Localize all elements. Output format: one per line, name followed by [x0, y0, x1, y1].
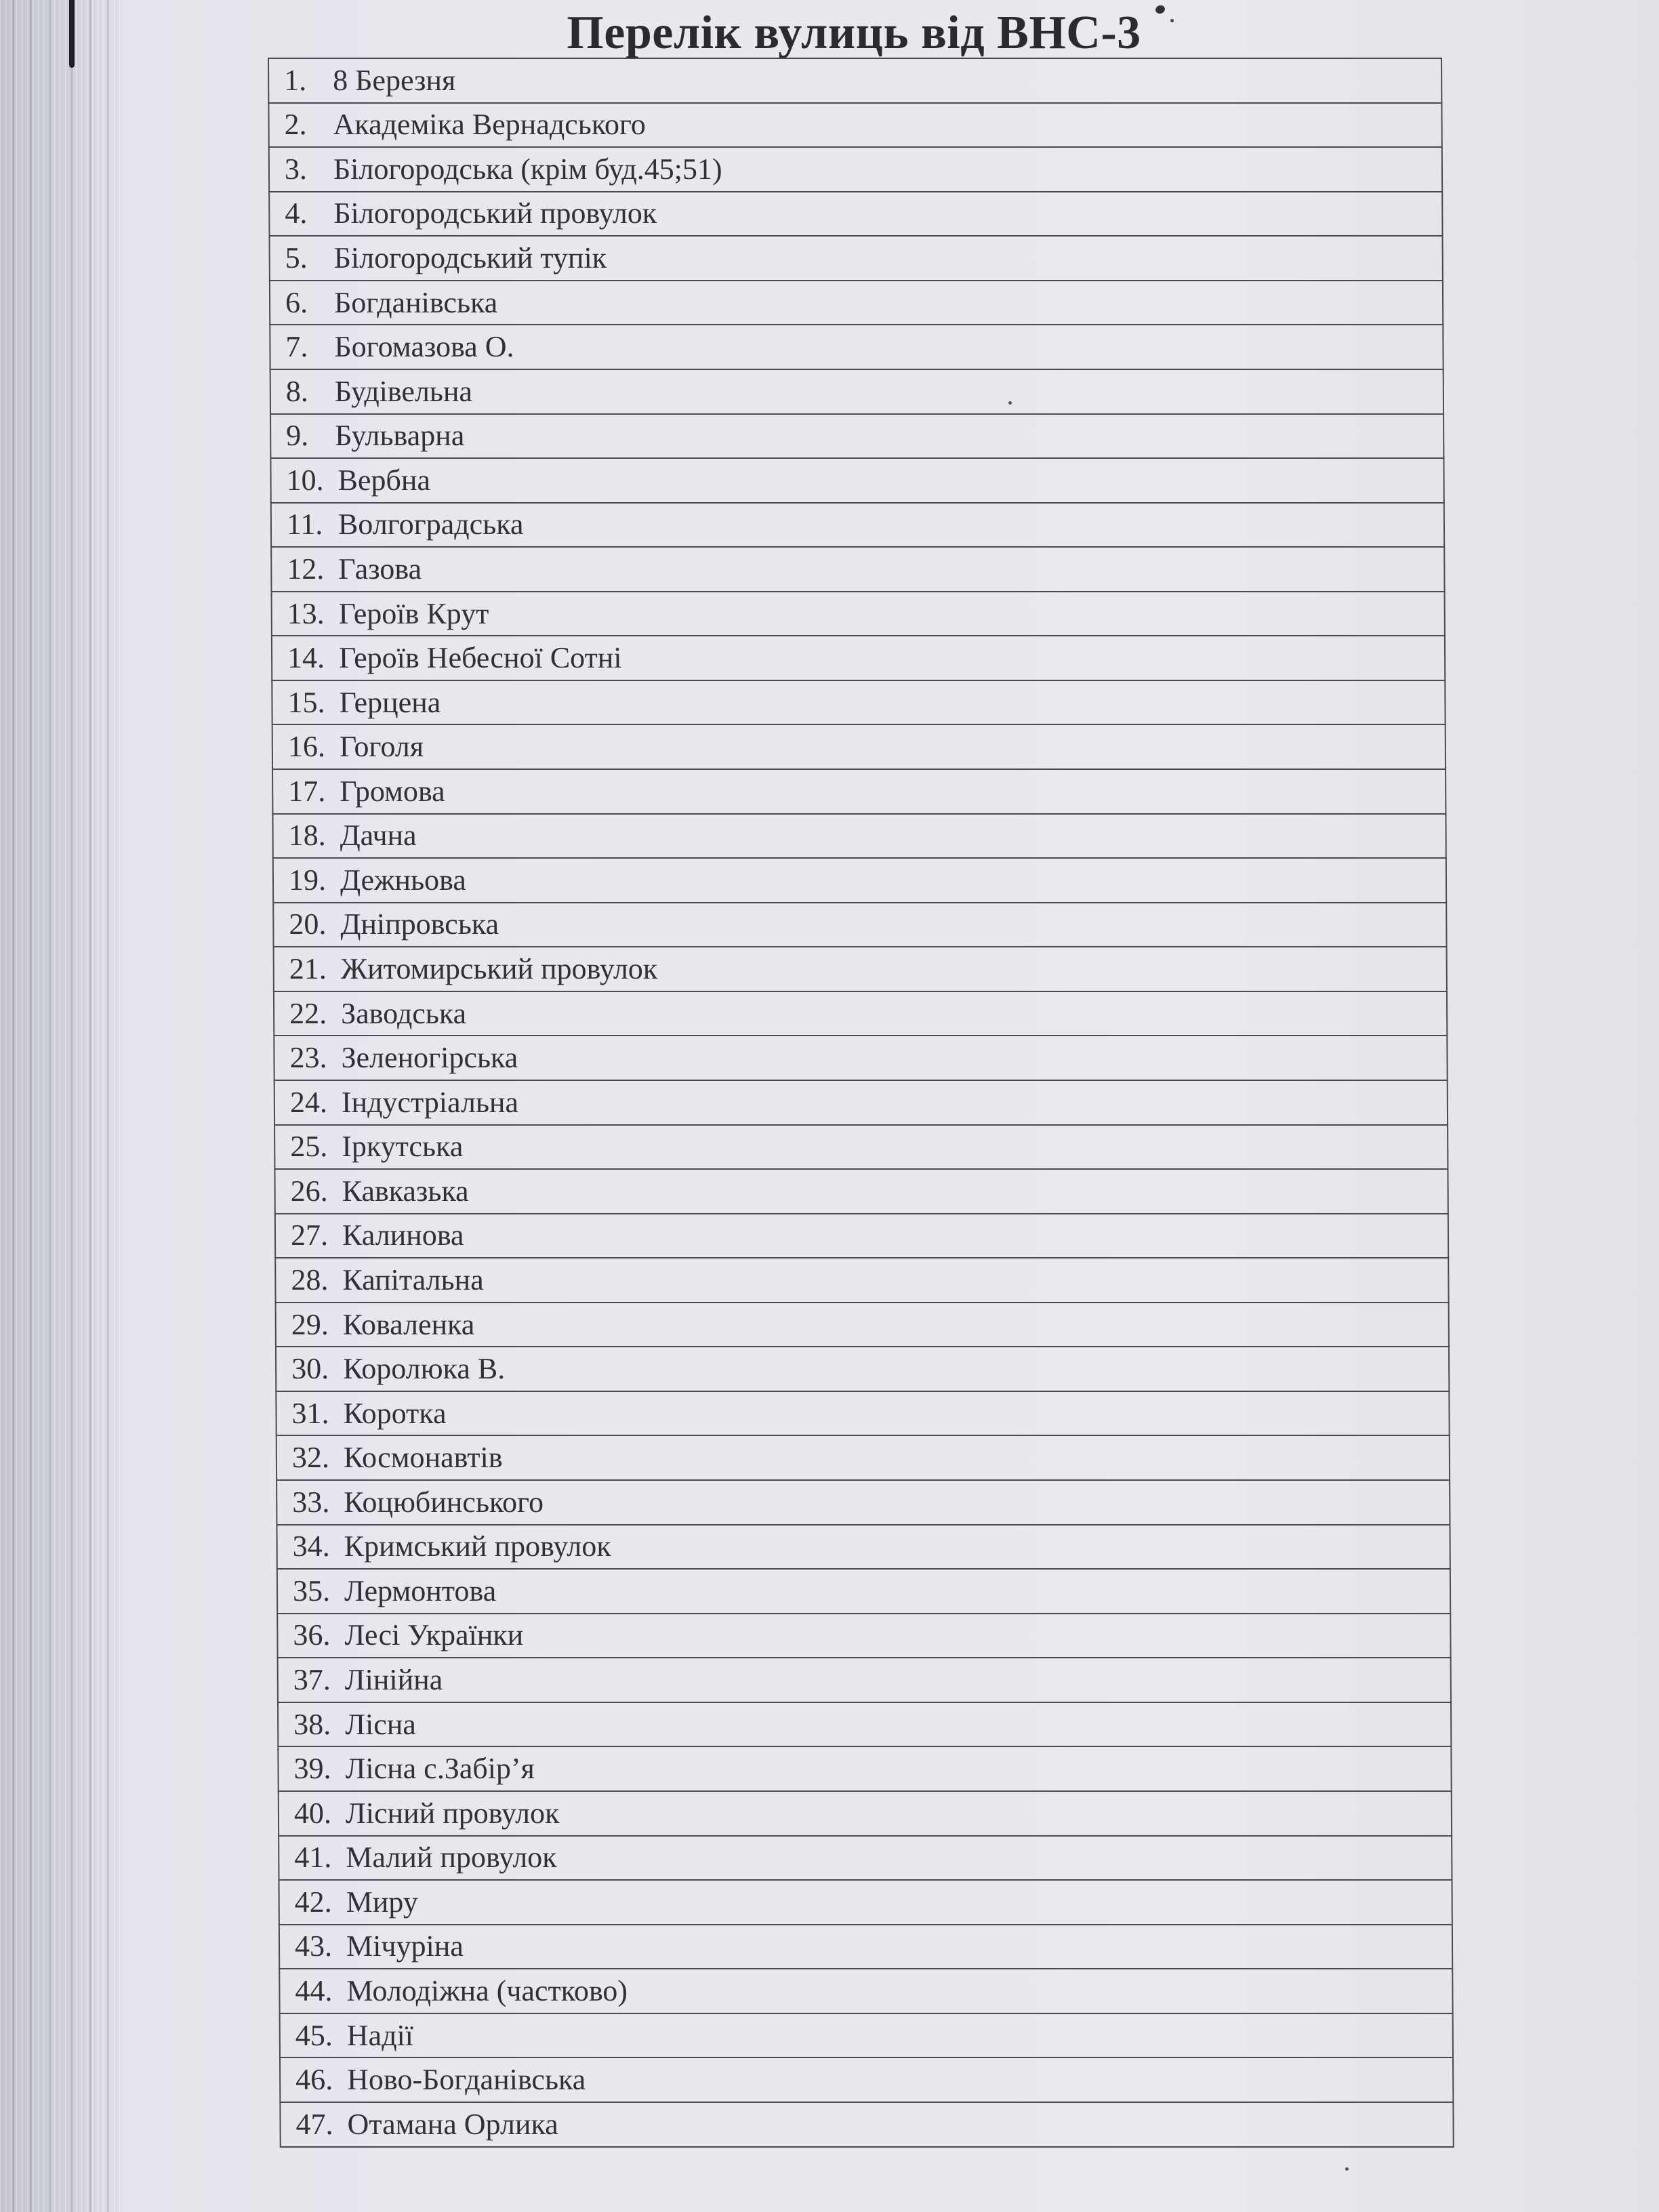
street-list-table — [268, 58, 1454, 2148]
street-cell — [275, 1258, 1448, 1303]
paper-edge — [30, 0, 32, 2212]
table-row — [279, 1836, 1452, 1881]
street-cell — [270, 325, 1443, 369]
street-name: Заводська — [340, 996, 467, 1030]
item-number: 4. — [285, 197, 308, 230]
table-row — [276, 1525, 1450, 1570]
item-number: 34. — [292, 1530, 330, 1563]
item-number: 9. — [286, 419, 309, 453]
street-cell — [278, 1658, 1451, 1702]
street-name: Академіка Вернадського — [333, 108, 646, 142]
table-row — [274, 991, 1447, 1036]
item-number: 22. — [289, 996, 327, 1030]
street-name: Індустріальна — [341, 1085, 519, 1119]
item-number: 7. — [285, 330, 308, 364]
item-number: 39. — [293, 1752, 331, 1786]
street-cell — [271, 503, 1444, 548]
table-row — [274, 1080, 1448, 1125]
item-number: 28. — [291, 1263, 329, 1296]
street-name: Зеленогірська — [341, 1041, 518, 1075]
table-row — [272, 769, 1446, 814]
ink-speck — [1170, 19, 1174, 22]
street-cell — [274, 947, 1447, 991]
street-cell — [279, 1969, 1452, 2013]
table-row — [274, 1036, 1447, 1080]
street-name: Житомирський провулок — [340, 952, 658, 986]
table-row — [274, 947, 1447, 991]
street-cell — [274, 1125, 1448, 1170]
item-number: 42. — [294, 1885, 332, 1919]
street-name: 8 Березня — [333, 63, 456, 97]
item-number: 6. — [285, 285, 308, 319]
item-number: 36. — [293, 1618, 331, 1652]
table-row — [270, 369, 1443, 414]
street-name: Лесі Українки — [344, 1618, 524, 1652]
street-cell — [276, 1525, 1450, 1570]
street-cell — [274, 991, 1447, 1036]
item-number: 5. — [285, 241, 308, 275]
street-list-table-wrapper — [268, 58, 1454, 2148]
table-row — [274, 1169, 1448, 1214]
street-cell — [270, 281, 1443, 325]
street-name: Коцюбинського — [344, 1485, 544, 1519]
item-number: 20. — [289, 907, 327, 941]
street-cell — [272, 769, 1446, 814]
street-name: Надії — [346, 2018, 414, 2052]
table-row — [278, 1702, 1451, 1747]
street-cell — [279, 1836, 1452, 1881]
street-list-body — [268, 58, 1454, 2147]
street-name: Молодіжна (частково) — [346, 1973, 628, 2007]
table-row — [280, 2057, 1453, 2102]
street-cell — [274, 1080, 1448, 1125]
item-number: 41. — [294, 1841, 332, 1875]
table-row — [273, 903, 1446, 947]
table-row — [277, 1614, 1450, 1658]
item-number: 18. — [288, 819, 326, 853]
street-cell — [280, 2057, 1453, 2102]
street-name: Лінійна — [344, 1663, 443, 1697]
street-cell — [270, 236, 1443, 281]
item-number: 15. — [287, 685, 325, 719]
street-cell — [269, 147, 1442, 192]
street-cell — [279, 1925, 1452, 1969]
item-number: 14. — [287, 641, 325, 675]
table-row — [271, 503, 1444, 548]
street-cell — [268, 58, 1441, 103]
street-cell — [279, 1880, 1452, 1925]
item-number: 35. — [292, 1574, 331, 1607]
item-number: 24. — [289, 1085, 328, 1119]
table-row — [279, 1880, 1452, 1925]
street-cell — [274, 1036, 1447, 1080]
table-row — [272, 724, 1446, 769]
paper-speck — [1008, 401, 1012, 405]
street-name: Мічуріна — [346, 1929, 464, 1963]
paper-speck — [1345, 2167, 1349, 2171]
table-row — [280, 2013, 1453, 2058]
item-number: 33. — [292, 1485, 330, 1519]
table-row — [272, 680, 1445, 725]
street-name: Космонавтів — [343, 1441, 503, 1475]
paper-stack-edges — [0, 0, 122, 2212]
table-row — [269, 192, 1442, 237]
item-number: 40. — [293, 1796, 332, 1830]
item-number: 43. — [294, 1929, 333, 1963]
table-row — [273, 858, 1446, 903]
table-row — [279, 1969, 1452, 2013]
street-cell — [272, 592, 1445, 636]
item-number: 32. — [291, 1441, 330, 1475]
street-name: Лісний провулок — [345, 1796, 560, 1830]
paper-edge — [12, 0, 14, 2212]
table-row — [274, 1125, 1448, 1170]
table-row — [279, 1925, 1452, 1969]
table-row — [276, 1435, 1450, 1480]
table-row — [275, 1214, 1448, 1258]
table-row — [270, 325, 1443, 369]
table-row — [270, 281, 1443, 325]
street-cell — [270, 369, 1443, 414]
item-number: 11. — [286, 508, 323, 541]
table-row — [271, 547, 1444, 592]
page-title: Перелік вулиць від ВНС-3 — [567, 7, 1141, 59]
item-number: 38. — [293, 1707, 331, 1741]
table-row — [276, 1347, 1449, 1391]
street-name: Королюка В. — [343, 1352, 506, 1386]
street-cell — [276, 1435, 1450, 1480]
street-name: Ново-Богданівська — [347, 2063, 586, 2097]
item-number: 46. — [295, 2063, 333, 2097]
table-row — [268, 103, 1441, 148]
paper-edge — [70, 0, 73, 2212]
table-row — [280, 2102, 1453, 2147]
item-number: 47. — [295, 2107, 333, 2141]
street-name: Білогородська (крім буд.45;51) — [333, 152, 722, 186]
item-number: 1. — [284, 63, 307, 97]
street-cell — [278, 1746, 1451, 1791]
street-cell — [280, 2013, 1453, 2058]
street-name: Лермонтова — [344, 1574, 497, 1607]
street-cell — [270, 414, 1443, 459]
street-cell — [270, 458, 1443, 503]
street-cell — [276, 1480, 1450, 1525]
street-name: Газова — [338, 552, 422, 586]
street-cell — [276, 1303, 1449, 1347]
table-row — [272, 814, 1446, 859]
street-cell — [272, 636, 1445, 680]
street-cell — [272, 814, 1446, 859]
item-number: 30. — [291, 1352, 329, 1386]
street-name: Дачна — [340, 819, 417, 853]
item-number: 16. — [287, 730, 325, 764]
street-cell — [279, 1791, 1452, 1836]
table-row — [278, 1746, 1451, 1791]
street-name: Кримський провулок — [344, 1530, 611, 1563]
street-name: Лісна — [345, 1707, 416, 1741]
street-name: Малий провулок — [346, 1841, 557, 1875]
table-row — [278, 1658, 1451, 1702]
item-number: 8. — [285, 374, 308, 408]
item-number: 26. — [290, 1174, 328, 1208]
street-cell — [277, 1569, 1450, 1614]
street-name: Дніпровська — [340, 907, 499, 941]
item-number: 45. — [295, 2018, 333, 2052]
table-row — [270, 236, 1443, 281]
street-name: Героїв Крут — [338, 596, 489, 630]
table-row — [268, 58, 1441, 103]
table-row — [276, 1391, 1449, 1436]
street-cell — [271, 547, 1444, 592]
street-name: Бульварна — [335, 419, 465, 453]
street-name: Білогородський тупік — [333, 241, 607, 275]
table-row — [272, 636, 1445, 680]
street-name: Коваленка — [342, 1307, 475, 1341]
paper-edge — [89, 0, 91, 2212]
street-cell — [276, 1391, 1449, 1436]
paper-edge — [49, 0, 51, 2212]
street-cell — [276, 1347, 1449, 1391]
street-name: Отамана Орлика — [347, 2107, 558, 2141]
item-number: 21. — [289, 952, 327, 986]
street-name: Білогородський провулок — [333, 197, 657, 230]
street-cell — [272, 724, 1446, 769]
binder-clip-mark — [69, 0, 75, 68]
street-name: Гоголя — [339, 730, 424, 764]
street-name: Будівельна — [334, 374, 473, 408]
street-name: Лісна с.Забір’я — [345, 1752, 535, 1786]
street-name: Миру — [346, 1885, 418, 1919]
street-name: Громова — [340, 774, 445, 808]
street-cell — [272, 680, 1445, 725]
item-number: 25. — [290, 1130, 328, 1164]
street-name: Богданівська — [333, 285, 498, 319]
street-cell — [269, 192, 1442, 237]
item-number: 17. — [288, 774, 326, 808]
street-name: Героїв Небесної Сотні — [338, 641, 622, 675]
street-name: Богомазова О. — [334, 330, 514, 364]
table-row — [276, 1303, 1449, 1347]
street-name: Іркутська — [342, 1130, 464, 1164]
street-cell — [277, 1614, 1450, 1658]
table-row — [279, 1791, 1452, 1836]
item-number: 10. — [286, 463, 324, 497]
paper-edge — [107, 0, 109, 2212]
table-row — [270, 414, 1443, 459]
street-name: Капітальна — [342, 1263, 484, 1296]
table-row — [269, 147, 1442, 192]
item-number: 13. — [287, 596, 325, 630]
street-cell — [274, 1169, 1448, 1214]
item-number: 3. — [284, 152, 308, 186]
table-row — [275, 1258, 1448, 1303]
street-cell — [273, 903, 1446, 947]
street-cell — [280, 2102, 1453, 2147]
street-name: Кавказька — [342, 1174, 469, 1208]
item-number: 23. — [289, 1041, 327, 1075]
table-row — [272, 592, 1445, 636]
street-name: Волгоградська — [337, 508, 524, 541]
street-cell — [275, 1214, 1448, 1258]
street-name: Коротка — [343, 1396, 447, 1430]
item-number: 12. — [287, 552, 325, 586]
street-cell — [268, 103, 1441, 148]
item-number: 19. — [288, 863, 327, 897]
street-cell — [278, 1702, 1451, 1747]
street-cell — [273, 858, 1446, 903]
item-number: 31. — [291, 1396, 329, 1430]
table-row — [276, 1480, 1450, 1525]
table-row — [277, 1569, 1450, 1614]
street-name: Калинова — [342, 1218, 464, 1252]
street-name: Герцена — [339, 685, 441, 719]
item-number: 37. — [293, 1663, 331, 1697]
item-number: 27. — [290, 1218, 329, 1252]
table-row — [270, 458, 1443, 503]
street-name: Дежньова — [340, 863, 466, 897]
item-number: 2. — [284, 108, 307, 142]
street-name: Вербна — [337, 463, 431, 497]
item-number: 44. — [295, 1973, 333, 2007]
item-number: 29. — [291, 1307, 329, 1341]
